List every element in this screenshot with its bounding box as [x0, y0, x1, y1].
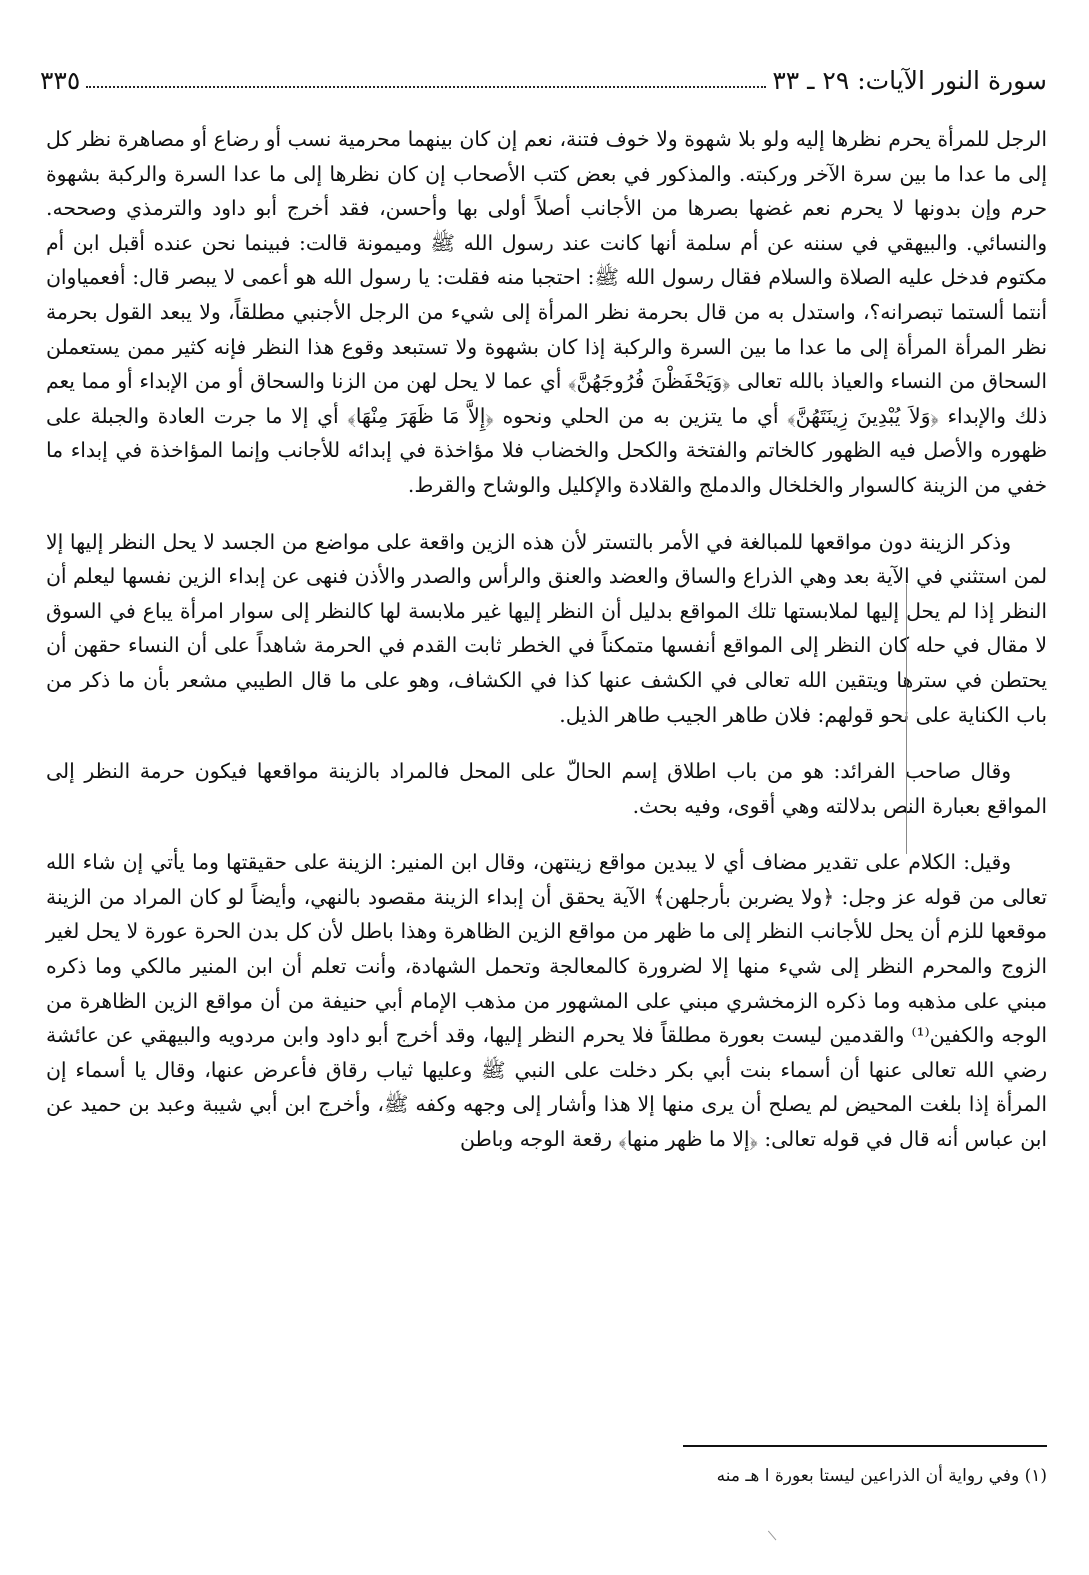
- running-header: [40, 60, 1047, 100]
- body-text: [46, 122, 1047, 1157]
- paragraph-3: وقال صاحب الفرائد: هو من باب اطلاق إسم الحالّ على المحل فالمراد بالزينة مواقعها فيكون حرمة النظر إلى المواقع بعبارة النص بدلالته وهي أقوى، وفيه بحث.: [46, 759, 1047, 818]
- dotted-leader: [86, 72, 766, 88]
- page-number: ٣٣٥: [40, 65, 81, 95]
- footnote: (١) وفي رواية أن الذراعين ليستا بعورة ا هـ منه: [716, 1466, 1047, 1486]
- paragraph-gap: [46, 823, 1047, 845]
- paragraph-4: وقيل: الكلام على تقدير مضاف أي لا يبدين مواقع زينتهن، وقال ابن المنير: الزينة على حقيقتها وما يأتي إن شاء الله تعالى من قوله عز وجل: ﴿ولا يضربن بأرجلهن﴾ الآية يحقق أن إبداء الزينة مقصود بالنهي، وأيضاً لو كان المراد من الزينة موقعها للزم أن يحل للأجانب النظر إلى ما ظهر من مواقع الزين الظاهرة وهذا باطل لأن كل بدن الحرة عورة لا يحل لغير الزوج والمحرم النظر إلى شيء منها إلا لضرورة كالمعالجة وتحمل الشهادة، وأنت تعلم أن ابن المنير مالكي وما ذكره مبني على مذهبه وما ذكره الزمخشري مبني على المشهور من مذهب الإمام أبي حنيفة من أن مواقع الزين الظاهرة من الوجه والكفين⁽¹⁾ والقدمين ليست بعورة مطلقاً فلا يحرم النظر إليها، وقد أخرج أبو داود وابن مردويه والبيهقي عن عائشة رضي الله تعالى عنها أن أسماء بنت أبي بكر دخلت على النبي ﷺ وعليها ثياب رقاق فأعرض عنها، وقال يا أسماء إن المرأة إذا بلغت المحيض لم يصلح أن يرى منها إلا هذا وأشار إلى وجهه وكفه ﷺ، وأخرج ابن أبي شيبة وعبد بن حميد عن ابن عباس أنه قال في قوله تعالى: ﴿إلا ما ظهر منها﴾ رقعة الوجه وباطن: [46, 850, 1048, 1152]
- paragraph-gap: [46, 503, 1047, 525]
- footnote-separator: [683, 1445, 1047, 1447]
- paragraph-2: وذكر الزينة دون مواقعها للمبالغة في الأمر بالتستر لأن هذه الزين واقعة على مواضع من الجسد لا يحل النظر إليها إلا لمن استثني في الآية بعد وهي الذراع والساق والعضد والعنق والرأس والصدر والأذن فنهى عن إبداء الزين نفسها ليعلم أن النظر إذا لم يحل إليها لملابستها تلك المواقع بدليل أن النظر إليها غير ملابسة لها كالنظر إلى سوار امرأة يباع في السوق لا مقال في حله كان النظر إلى المواقع أنفسها متمكناً في الخطر ثابت القدم في الحرمة شاهداً على أن النساء حقهن أن يحتطن في سترها ويتقين الله تعالى في الكشف عنها كذا في الكشاف، وهو على ما قال الطيبي مشعر بأن ما ذكر من باب الكناية على نحو قولهم: فلان طاهر الجيب طاهر الذيل.: [46, 529, 1047, 727]
- paragraph-1: الرجل للمرأة يحرم نظرها إليه ولو بلا شهوة ولا خوف فتنة، نعم إن كان بينهما محرمية نسب أو رضاع أو مصاهرة نظر كل إلى ما عدا ما بين سرة الآخر وركبته. والمذكور في بعض كتب الأصحاب إن كان نظرها إلى ما عدا السرة والركبة بشهوة حرم وإن بدونها لا يحرم نعم غضها بصرها من الأجانب أصلاً أولى بها وأحسن، فقد أخرج أبو داود والترمذي وصححه. والنسائي. والبيهقي في سننه عن أم سلمة أنها كانت عند رسول الله ﷺ وميمونة قالت: فبينما نحن عنده أقبل ابن أم مكتوم فدخل عليه الصلاة والسلام فقال رسول الله ﷺ: احتجبا منه فقلت: يا رسول الله هو أعمى لا يبصر قال: أفعمياوان أنتما ألستما تبصرانه؟، واستدل به من قال بحرمة نظر المرأة إلى شيء من الرجل الأجنبي مطلقاً، ولا يبعد القول بحرمة نظر المرأة المرأة إلى ما عدا ما بين السرة والركبة إذا كان بشهوة ولا تستبعد وقوع هذا النظر فإنه كثير ممن يستعملن السحاق من النساء والعياذ بالله تعالى ﴿وَيَحْفَظْنَ فُرُوجَهُنَّ﴾ أي عما لا يحل لهن من الزنا والسحاق أو من الإبداء أو مما يعم ذلك والإبداء ﴿وَلاَ يُبْدِينَ زِينَتَهُنَّ﴾ أي ما يتزين به من الحلي ونحوه ﴿إِلاَّ مَا ظَهَرَ مِنْهَا﴾ أي إلا ما جرت العادة والجبلة على ظهوره والأصل فيه الظهور كالخاتم والفتخة والكحل والخضاب فلا مؤاخذة في إبدائه للأجانب وإنما المؤاخذة في إبداء ما خفي من الزينة كالسوار والخلخال والدملج والقلادة والإكليل والوشاح والقرط.: [46, 127, 1047, 497]
- surah-title: سورة النور الآيات: ٢٩ ـ ٣٣: [772, 65, 1047, 95]
- margin-pencil-mark: [906, 584, 907, 854]
- scan-mark: [768, 1522, 787, 1541]
- paragraph-gap: [46, 732, 1047, 754]
